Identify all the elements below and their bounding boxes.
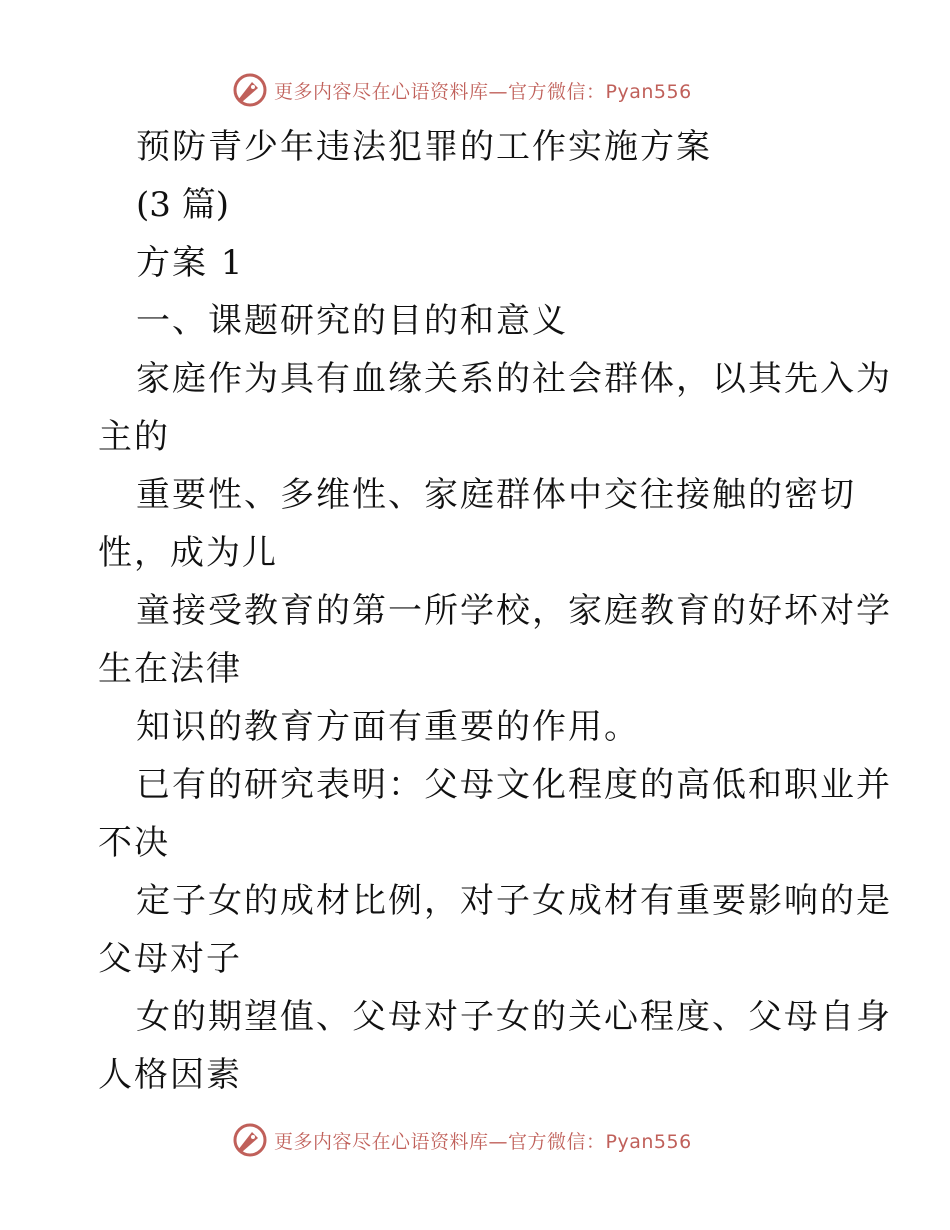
- paragraph-line: 女的期望值、父母对子女的关心程度、父母自身: [136, 997, 892, 1037]
- pen-nib-logo-icon: [230, 1120, 270, 1160]
- paragraph-line: 定子女的成材比例，对子女成材有重要影响的是: [136, 881, 892, 921]
- pen-nib-logo-icon: [230, 70, 270, 110]
- header-banner: [230, 70, 710, 110]
- header-banner-text: 更多内容尽在心语资料库—官方微信：Pyan556: [274, 80, 692, 103]
- section-heading: 方案 1: [136, 243, 245, 283]
- paragraph-line: 人格因素: [98, 1055, 242, 1095]
- subsection-heading: 一、课题研究的目的和意义: [136, 301, 568, 341]
- document-title: 预防青少年违法犯罪的工作实施方案: [136, 127, 712, 167]
- footer-banner: [230, 1120, 710, 1160]
- paragraph-line: 家庭作为具有血缘关系的社会群体，以其先入为: [136, 359, 892, 399]
- document-body: [98, 118, 898, 1104]
- document-subtitle: (3 篇): [136, 185, 229, 225]
- paragraph-line: 主的: [98, 417, 170, 457]
- paragraph-line: 不决: [98, 823, 170, 863]
- paragraph-line: 童接受教育的第一所学校，家庭教育的好坏对学: [136, 591, 892, 631]
- paragraph-line: 生在法律: [98, 649, 242, 689]
- footer-banner-text: 更多内容尽在心语资料库—官方微信：Pyan556: [274, 1130, 692, 1153]
- paragraph-line: 知识的教育方面有重要的作用。: [136, 707, 640, 747]
- paragraph-line: 重要性、多维性、家庭群体中交往接触的密切: [136, 475, 856, 515]
- paragraph-line: 父母对子: [98, 939, 242, 979]
- paragraph-line: 已有的研究表明：父母文化程度的高低和职业并: [136, 765, 892, 805]
- paragraph-line: 性，成为儿: [98, 533, 278, 573]
